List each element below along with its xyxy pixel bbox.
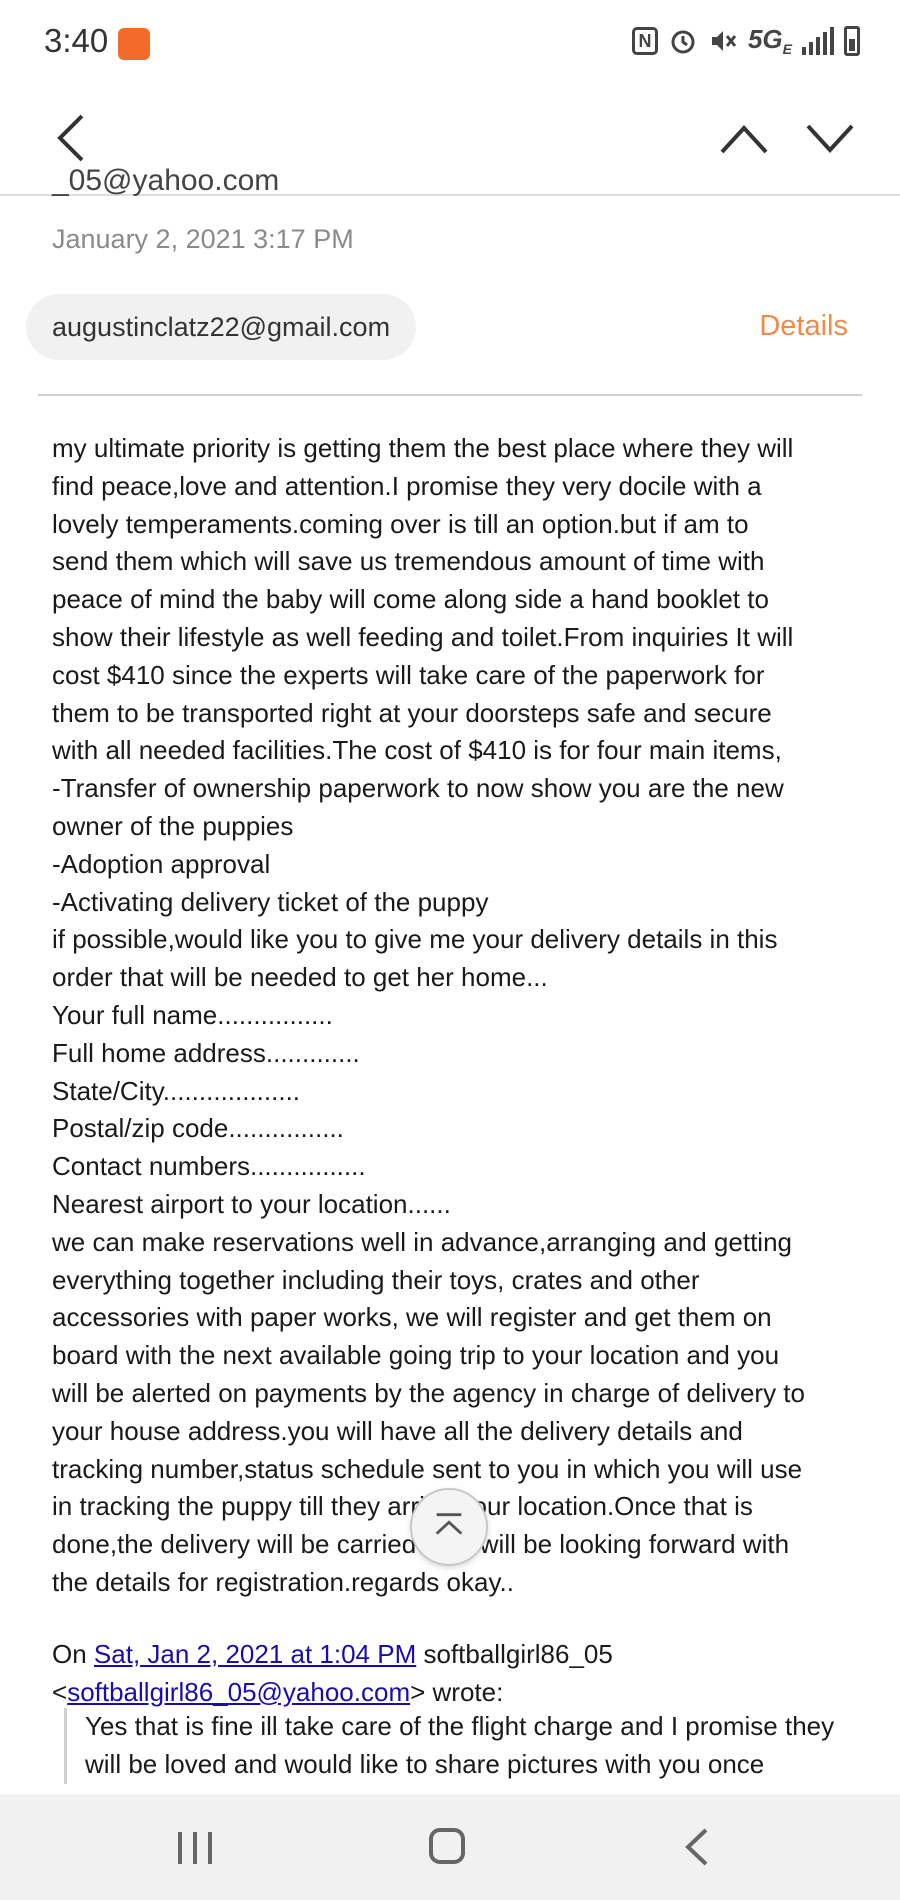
body-line: owner of the puppies [52, 810, 294, 841]
previous-email-icon[interactable] [718, 116, 770, 162]
header-divider [38, 394, 862, 396]
body-line: Your full name................ [52, 999, 333, 1030]
details-button[interactable]: Details [759, 310, 848, 342]
home-icon[interactable] [429, 1828, 465, 1864]
body-line: with all needed facilities.The cost of $410 is for four main items, [52, 735, 782, 766]
next-email-icon[interactable] [804, 116, 856, 162]
quoted-line: will be loved and would like to share pictures with you once [85, 1748, 765, 1779]
back-arrow-icon[interactable] [52, 112, 92, 164]
network-type: $5G_E$ [747, 24, 792, 58]
body-line: -Adoption approval [52, 848, 271, 879]
body-line: the details for registration.regards okay.. [52, 1566, 514, 1597]
body-line: peace of mind the baby will come along side a hand booklet to [52, 584, 769, 615]
battery-icon [844, 26, 860, 56]
status-bar [0, 0, 900, 86]
body-line: -Activating delivery ticket of the puppy [52, 886, 489, 917]
body-line: State/City................... [52, 1075, 301, 1106]
status-icons [632, 24, 860, 57]
body-line: order that will be needed to get her home... [52, 962, 548, 993]
body-line: Postal/zip code................ [52, 1113, 344, 1144]
body-line: Contact numbers................ [52, 1151, 366, 1182]
email-body [52, 430, 862, 1602]
body-line: in tracking the puppy till they arrive your location.Once that is [52, 1491, 753, 1522]
scroll-to-top-button[interactable] [410, 1488, 488, 1566]
body-line: -Transfer of ownership paperwork to now show you are the new [52, 773, 784, 804]
recipient-chip[interactable]: augustinclatz22@gmail.com [26, 294, 416, 360]
quote-email-link[interactable]: softballgirl86_05@yahoo.com [67, 1676, 411, 1707]
quote-date-link[interactable]: Sat, Jan 2, 2021 at 1:04 PM [93, 1639, 417, 1669]
mute-icon [708, 26, 738, 56]
body-line: show their lifestyle as well feeding and toilet.From inquiries It will [52, 621, 794, 652]
status-time: 3:40 [44, 22, 109, 59]
body-line: cost $410 since the experts will take care of the paperwork for [52, 659, 765, 690]
body-line: will be alerted on payments by the agency in charge of delivery to [52, 1377, 805, 1408]
quoted-message [64, 1708, 885, 1784]
system-back-icon[interactable] [682, 1826, 712, 1868]
quote-header: On Sat, Jan 2, 2021 at 1:04 PM softballgirl86_05 <softballgirl86_05@yahoo.com> wrote: [52, 1639, 613, 1707]
body-line: Full home address............. [52, 1037, 360, 1068]
body-line: them to be transported right at your doorsteps safe and secure [52, 697, 772, 728]
nfc-icon: N [632, 27, 658, 55]
recent-apps-icon[interactable] [178, 1832, 212, 1864]
body-line: we can make reservations well in advance,arranging and getting [52, 1226, 792, 1257]
body-line: my ultimate priority is getting them the best place where they will [52, 433, 794, 463]
body-line: board with the next available going trip to your location and you [52, 1340, 780, 1371]
alarm-icon [668, 26, 698, 56]
body-line: send them which will save us tremendous amount of time with [52, 546, 765, 577]
body-line: everything together including their toys, crates and other [52, 1264, 700, 1295]
body-line: if possible,would like you to give me your delivery details in this [52, 924, 778, 955]
signal-strength-icon [802, 27, 834, 55]
body-line: done,the delivery will be carried out.i will be looking forward with [52, 1529, 790, 1560]
notification-app-icon [118, 28, 150, 60]
sender-email: _05@yahoo.com [52, 164, 280, 197]
system-nav-bar [0, 1794, 900, 1900]
body-line: accessories with paper works, we will register and get them on [52, 1302, 772, 1333]
body-line: your house address.you will have all the delivery details and [52, 1415, 743, 1446]
body-line: find peace,love and attention.I promise they very docile with a [52, 470, 762, 501]
email-date: January 2, 2021 3:17 PM [52, 224, 354, 254]
quoted-line: Yes that is fine ill take care of the flight charge and I promise they [85, 1711, 835, 1741]
body-line: lovely temperaments.coming over is till an option.but if am to [52, 508, 749, 539]
body-line: Nearest airport to your location...... [52, 1188, 451, 1219]
body-line: tracking number,status schedule sent to you in which you will use [52, 1453, 803, 1484]
